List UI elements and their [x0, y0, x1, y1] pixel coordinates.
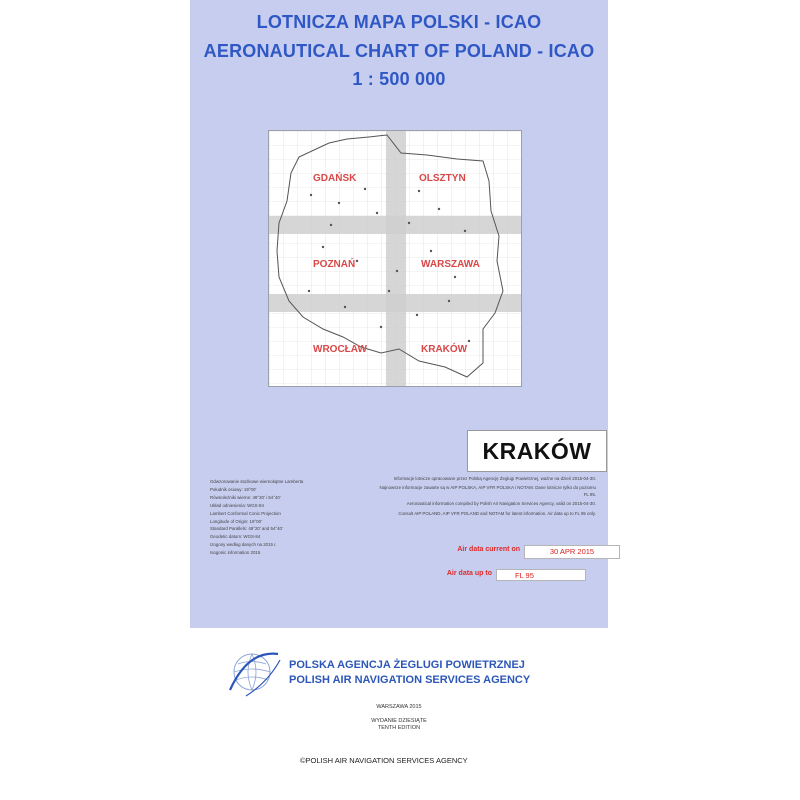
sheet-name: KRAKÓW: [482, 438, 592, 464]
info-paragraph: Aeronautical information compiled by Polish Air Navigation Services Agency, valid on 2015-04-30.: [406, 501, 596, 507]
chart-cover: [190, 0, 608, 800]
chart-scale: 1 : 500 000: [352, 69, 446, 89]
edition-polish: WYDANIE DZIESIĄTE: [371, 718, 427, 724]
sheet-label-olsztyn: OLSZTYN: [419, 173, 466, 184]
sheet-index-map: [268, 130, 522, 387]
info-paragraph: Consult AIP POLAND, AIP VFR POLAND and NOTAM for latest information. Air data up to FL 95 only.: [398, 510, 596, 516]
overlap-band-vertical: [386, 131, 406, 386]
info-paragraph: Informacje lotnicze opracowane przez Polską Agencję Żeglugi Powietrznej, ważne na dzień 2015-04-30.: [393, 476, 596, 481]
info-paragraph: Najnowsze informacje zawarte są w AIP POLSKA, AIP VFR POLSKA i NOTAM. Dane lotnicze tylko do poziomu FL 95.: [379, 485, 596, 497]
sheet-label-wroclaw: WROCŁAW: [313, 344, 367, 355]
air-data-upto-label: Air data up to: [446, 570, 492, 577]
air-data-current-label: Air data current on: [457, 546, 520, 553]
projection-note: Równoleżniki wierne: 49°20' i 54°40': [210, 494, 281, 500]
projection-note: Lambert Conformal Conic Projection: [210, 510, 281, 516]
sheet-label-krakow: KRAKÓW: [421, 344, 468, 355]
projection-note: Układ odniesienia: WGS-84: [210, 502, 264, 508]
projection-note: Izogony według danych na 2015 r.: [210, 542, 277, 548]
projection-notes: [210, 478, 350, 557]
agency-name-english: POLISH AIR NAVIGATION SERVICES AGENCY: [289, 674, 531, 686]
projection-note: Longitude of Origin: 19°00': [210, 518, 262, 524]
copyright-notice: ©POLISH AIR NAVIGATION SERVICES AGENCY: [300, 756, 468, 765]
title-english: AERONAUTICAL CHART OF POLAND - ICAO: [203, 41, 595, 61]
aeronautical-info-notes: [374, 476, 596, 520]
projection-note: Odwzorowanie stożkowe wiernokątne Lamberta: [210, 479, 304, 484]
edition-english: TENTH EDITION: [377, 725, 421, 731]
agency-name-polish: POLSKA AGENCJA ŻEGLUGI POWIETRZNEJ: [289, 659, 525, 671]
projection-note: Isogonic information 2015: [210, 550, 261, 556]
publication-place-year: WARSZAWA 2015: [376, 704, 422, 710]
poland-outline-map: [269, 131, 521, 386]
title-polish: LOTNICZA MAPA POLSKI - ICAO: [256, 12, 542, 32]
projection-note: Standard Parallels: 49°20' and 54°40': [210, 526, 283, 532]
air-data-upto-value: FL 95: [496, 569, 586, 581]
projection-note: Geodetic datum: WGS-84: [210, 534, 261, 540]
sheet-label-warszawa: WARSZAWA: [421, 259, 480, 270]
air-data-current-value: 30 APR 2015: [524, 545, 620, 559]
sheet-label-gdansk: GDAŃSK: [313, 173, 357, 184]
pansa-globe-logo-icon: [226, 644, 284, 702]
sheet-label-poznan: POZNAŃ: [313, 259, 356, 270]
sheet-name-box: [467, 430, 607, 472]
agency-footer: [190, 628, 608, 800]
projection-note: Południk osiowy: 19°00': [210, 486, 257, 492]
